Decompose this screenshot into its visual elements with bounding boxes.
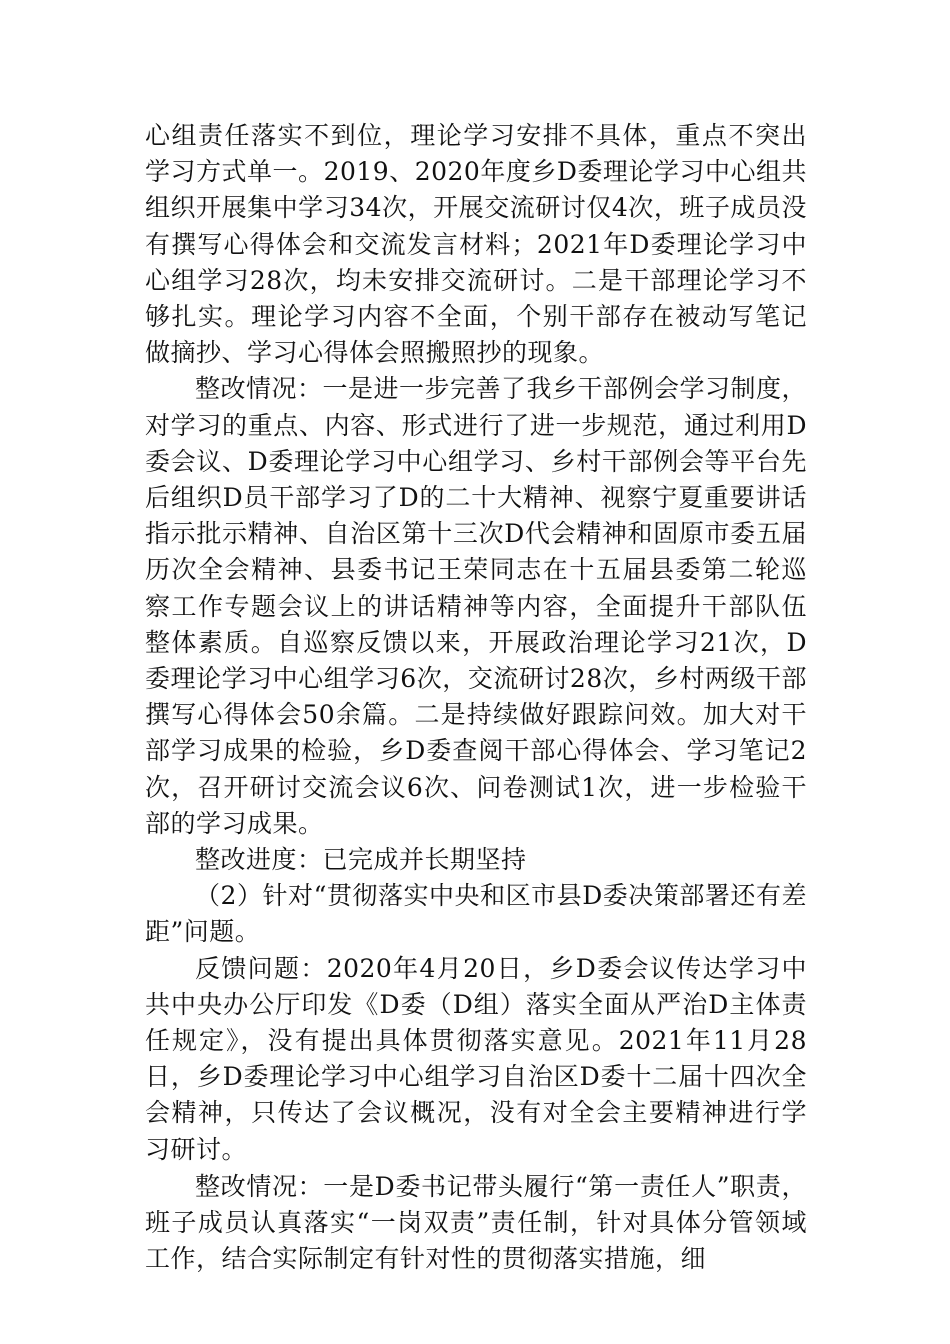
document-body <box>145 118 807 1278</box>
paragraph-rectification-status-2: 整改情况：一是D委书记带头履行“第一责任人”职责，班子成员认真落实“一岗双责”责任制，针对具体分管领域工作，结合实际制定有针对性的贯彻落实措施，细 <box>145 1171 807 1274</box>
paragraph-issue-heading: （2）针对“贯彻落实中央和区市县D委决策部署还有差距”问题。 <box>145 881 807 947</box>
paragraph-rectification-status: 整改情况：一是进一步完善了我乡干部例会学习制度，对学习的重点、内容、形式进行了进一步规范，通过利用D委会议、D委理论学习中心组学习、乡村干部例会等平台先后组织D员干部学习了D的二十大精神、视察宁夏重要讲话指示批示精神、自治区第十三次D代会精神和固原市委五届历次全会精神、县委书记王荣同志在十五届县委第二轮巡察工作专题会议上的讲话精神等内容，全面提升干部队伍整体素质。自巡察反馈以来，开展政治理论学习21次，D委理论学习中心组学习6次，交流研讨28次，乡村两级干部撰写心得体会50余篇。二是持续做好跟踪问效。加大对干部学习成果的检验，乡D委查阅干部心得体会、学习笔记2次，召开研讨交流会议6次、问卷测试1次，进一步检验干部的学习成果。 <box>145 374 808 838</box>
paragraph-continued-issue: 心组责任落实不到位，理论学习安排不具体，重点不突出学习方式单一。2019、2020年度乡D委理论学习中心组共组织开展集中学习34次，开展交流研讨仅4次，班子成员没有撰写心得体会和交流发言材料；2021年D委理论学习中心组学习28次，均未安排交流研讨。二是干部理论学习不够扎实。理论学习内容不全面，个别干部存在被动写笔记做摘抄、学习心得体会照搬照抄的现象。 <box>145 121 807 368</box>
paragraph-rectification-progress: 整改进度：已完成并长期坚持 <box>195 845 527 875</box>
paragraph-feedback-issue: 反馈问题：2020年4月20日，乡D委会议传达学习中共中央办公厅印发《D委（D组）落实全面从严治D主体责任规定》，没有提出具体贯彻落实意见。2021年11月28日，乡D委理论学习中心组学习自治区D委十二届十四次全会精神，只传达了会议概况，没有对全会主要精神进行学习研讨。 <box>145 953 807 1164</box>
